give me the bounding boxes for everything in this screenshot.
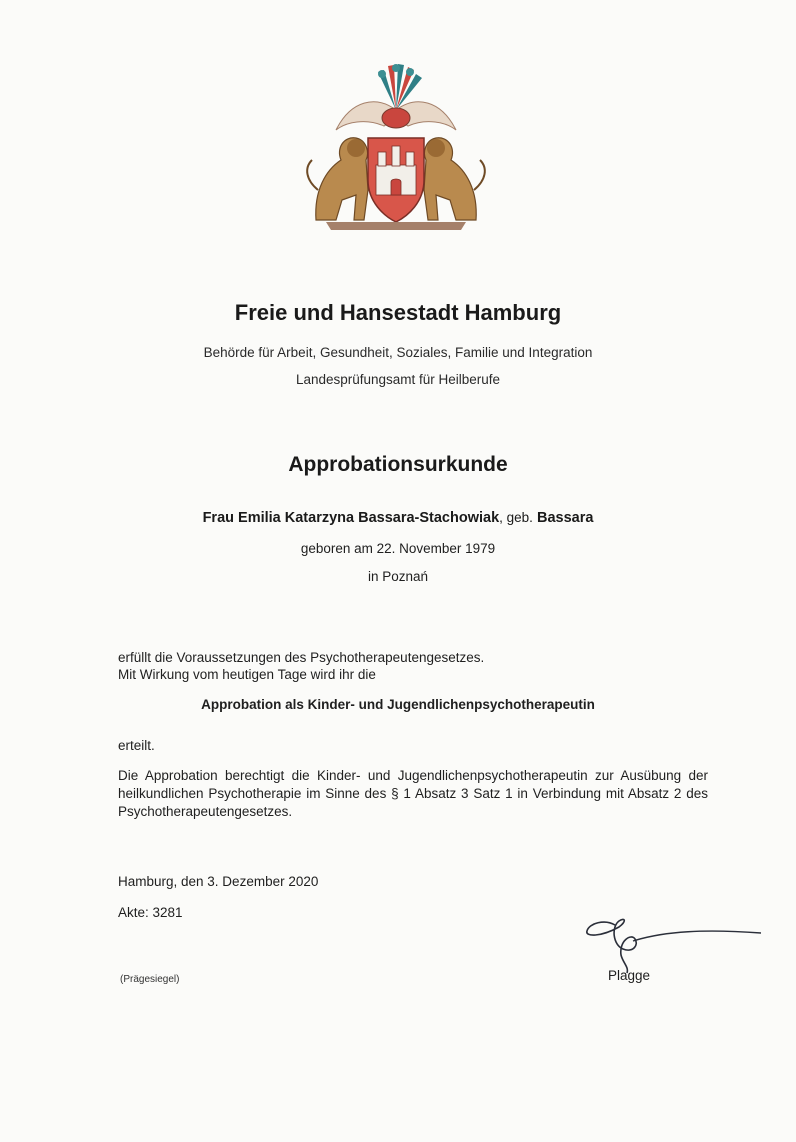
birth-name-label: , geb.	[499, 510, 533, 525]
requirements-line: erfüllt die Voraussetzungen des Psychotherapeutengesetzes.	[118, 650, 485, 665]
birth-date: geboren am 22. November 1979	[300, 541, 496, 556]
birth-place: in Poznań	[367, 569, 429, 584]
effect-line: Mit Wirkung vom heutigen Tage wird ihr die	[118, 667, 376, 682]
granted-line: erteilt.	[118, 738, 155, 753]
castle-icon	[376, 146, 416, 195]
crest-base	[326, 222, 466, 230]
city-heading: Freie und Hansestadt Hamburg	[234, 300, 562, 325]
birth-name: Bassara	[536, 510, 594, 526]
signature-icon	[575, 905, 765, 975]
office-heading: Landesprüfungsamt für Heilberufe	[295, 372, 501, 387]
holder-name-line	[0, 510, 796, 526]
approbation-title: Approbation als Kinder- und Jugendlichenpsychotherapeutin	[201, 697, 595, 712]
right-lion	[424, 138, 485, 220]
signatory-name: Plagge	[608, 968, 651, 983]
department-heading: Behörde für Arbeit, Gesundheit, Soziales, Familie und Integration	[203, 345, 593, 360]
embossed-seal-note: (Prägesiegel)	[120, 974, 180, 985]
issue-date: Hamburg, den 3. Dezember 2020	[118, 874, 319, 889]
hamburg-coat-of-arms	[296, 60, 496, 240]
file-number: Akte: 3281	[118, 905, 183, 920]
document-title: Approbationsurkunde	[288, 453, 508, 476]
holder-name: Frau Emilia Katarzyna Bassara-Stachowiak	[202, 510, 500, 526]
entitlement-paragraph: Die Approbation berechtigt die Kinder- und Jugendlichenpsychotherapeutin zur Ausübung der heilkundlichen Psychotherapie im Sinne des § 1 Absatz 3 Satz 1 in Verbindung mit Absatz 2 des Psychotherapeutengesetzes.	[118, 768, 708, 819]
left-lion	[307, 138, 368, 220]
